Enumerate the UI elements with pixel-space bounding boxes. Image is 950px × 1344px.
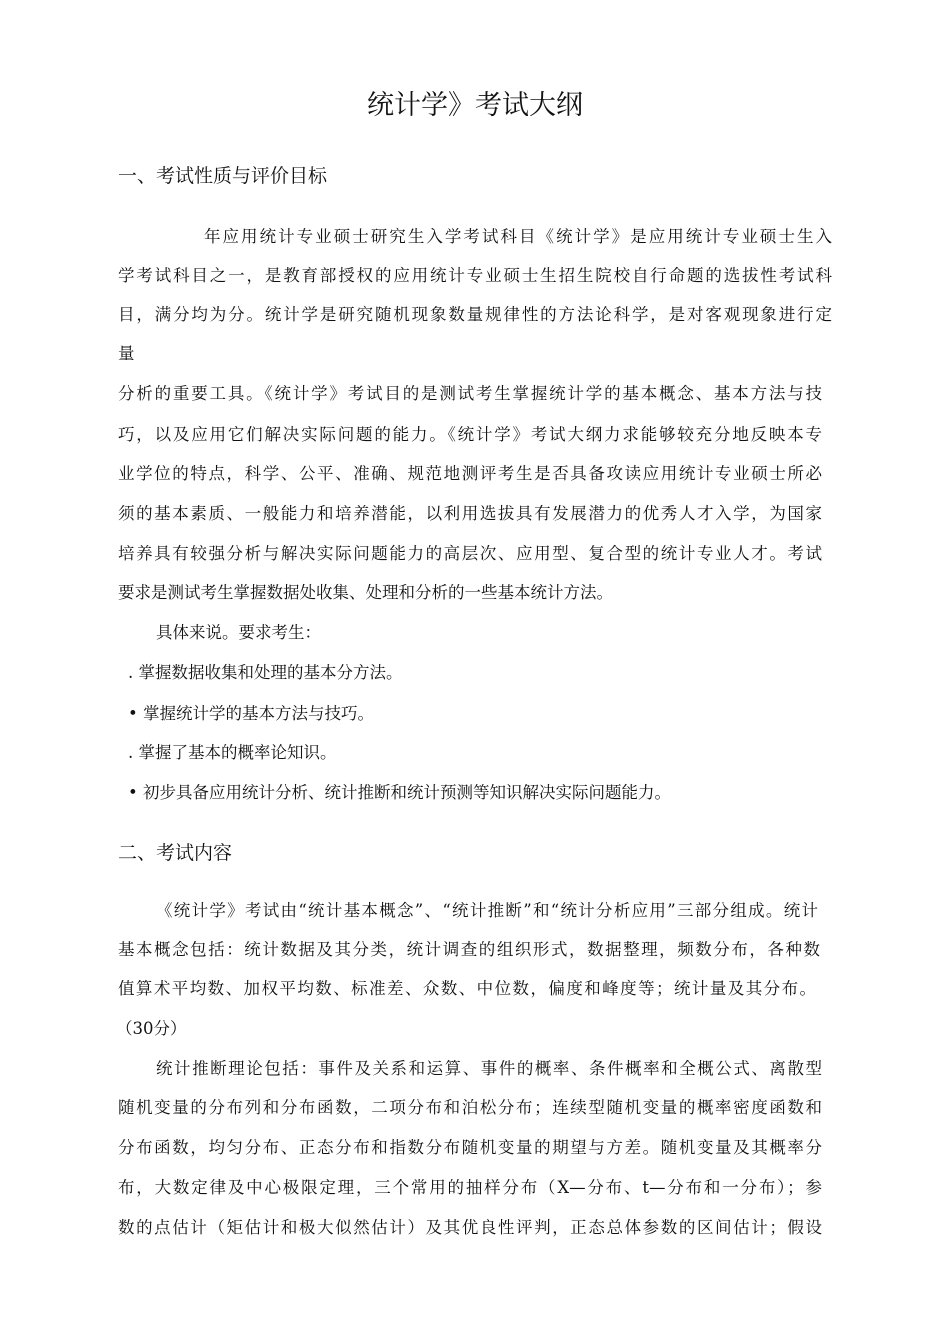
paragraph-line: 数的点估计（矩估计和极大似然估计）及其优良性评判，正态总体参数的区间估计；假设: [118, 1218, 822, 1237]
document-title: 统计学》考试大纲: [367, 90, 583, 121]
paragraph-line: 要求是测试考生掌握数据处收集、处理和分析的一些基本统计方法。: [118, 583, 613, 602]
paragraph-line: 值算术平均数、加权平均数、标准差、众数、中位数，偏度和峰度等；统计量及其分布。: [118, 979, 816, 998]
section-heading-2: 二、考试内容: [118, 842, 233, 864]
paragraph-line: 基本概念包括：统计数据及其分类，统计调查的组织形式，数据整理，频数分布，各种数: [118, 940, 820, 959]
paragraph-line: 巧，以及应用它们解决实际问题的能力。《统计学》考试大纲力求能够较充分地反映本专: [118, 425, 822, 444]
paragraph-line: 布，大数定律及中心极限定理，三个常用的抽样分布（X—分布、t—分布和一分布）；参: [118, 1178, 822, 1197]
paragraph-line: 业学位的特点，科学、公平、准确、规范地测评考生是否具备攻读应用统计专业硕士所必: [118, 464, 822, 483]
section-heading-1: 一、考试性质与评价目标: [118, 165, 328, 187]
paragraph-line: 分布函数，均匀分布、正态分布和指数分布随机变量的期望与方差。随机变量及其概率分: [118, 1138, 822, 1157]
paragraph-line: 随机变量的分布列和分布函数，二项分布和泊松分布；连续型随机变量的概率密度函数和: [118, 1098, 822, 1117]
paragraph-line: 量: [118, 344, 135, 363]
paragraph-line: 具体来说。要求考生：: [156, 623, 321, 642]
paragraph-line: 年应用统计专业硕士研究生入学考试科目《统计学》是应用统计专业硕士生入: [204, 227, 832, 246]
list-item: . 掌握了基本的概率论知识。: [128, 743, 337, 762]
paragraph-line: 学考试科目之一，是教育部授权的应用统计专业硕士生招生院校自行命题的选拔性考试科: [118, 266, 832, 285]
list-item: . 掌握数据收集和处理的基本分方法。: [128, 663, 403, 682]
paragraph-line: 分析的重要工具。《统计学》考试目的是测试考生掌握统计学的基本概念、基本方法与技: [118, 384, 822, 403]
list-item: • 掌握统计学的基本方法与技巧。: [128, 704, 374, 723]
paragraph-line: 须的基本素质、一般能力和培养潜能，以利用选拔具有发展潜力的优秀人才入学，为国家: [118, 504, 822, 523]
list-item: • 初步具备应用统计分析、统计推断和统计预测等知识解决实际问题能力。: [128, 783, 671, 802]
paragraph-line: 目，满分均为分。统计学是研究随机现象数量规律性的方法论科学，是对客观现象进行定: [118, 305, 832, 324]
paragraph-line: 培养具有较强分析与解决实际问题能力的高层次、应用型、复合型的统计专业人才。考试: [118, 544, 822, 563]
paragraph-line: 统计推断理论包括：事件及关系和运算、事件的概率、条件概率和全概公式、离散型: [156, 1059, 822, 1078]
paragraph-line: 《统计学》考试由“统计基本概念”、“统计推断”和“统计分析应用”三部分组成。统计: [156, 901, 818, 920]
paragraph-line: （30分）: [116, 1019, 187, 1038]
